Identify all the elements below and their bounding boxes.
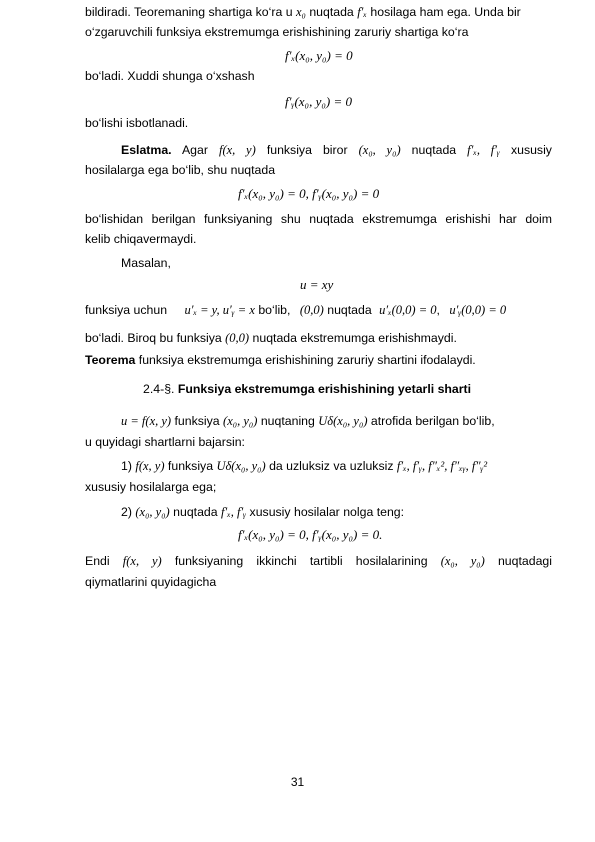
equation: f′ₓ(x₀, y₀) = 0, f′ᵧ(x₀, y₀) = 0. <box>238 527 383 542</box>
text-fragment: atrofida berilgan bo‘lib, <box>367 414 495 428</box>
equation: f′ₓ(x₀, y₀) = 0, f′ᵧ(x₀, y₀) = 0 <box>238 186 380 201</box>
math-inline: f(x, y) <box>218 143 256 157</box>
text-line: kelib chiqavermaydi. <box>85 232 197 246</box>
list-marker: 2) <box>121 505 136 519</box>
math-inline: f(x, y) <box>135 459 165 473</box>
text-line <box>121 458 552 474</box>
section-title: Funksiya ekstremumga erishishining yetarli sharti <box>177 382 472 396</box>
math-inline: u′ᵧ(0,0) = 0 <box>449 303 507 317</box>
page-number: 31 <box>290 775 305 789</box>
text-fragment: bo‘lib, <box>258 303 294 317</box>
text-line <box>85 553 552 569</box>
text-line <box>85 330 552 346</box>
math-inline: (0,0) <box>225 331 250 345</box>
math-inline: u′ₓ(0,0) = 0 <box>379 303 437 317</box>
math-inline: f′ₓ, f′ᵧ, f″ₓ², f″ₓᵧ, f″ᵧ² <box>396 459 488 473</box>
text-line <box>121 504 552 520</box>
section-heading <box>143 381 563 397</box>
math-inline: (x₀, y₀) <box>358 143 401 157</box>
text-fragment: nuqtada <box>169 505 222 519</box>
equation: u = xy <box>300 277 334 292</box>
text-fragment: nuqtadagi <box>484 554 552 568</box>
text-fragment: funksiyaning ikkinchi tartibli hosilalarining <box>161 554 441 568</box>
text-fragment: nuqtada <box>305 5 358 19</box>
text-line: o‘zgaruvchili funksiya ekstremumga erishishining zaruriy shartiga ko‘ra <box>85 25 469 39</box>
math-inline: f′ₓ, f′ᵧ <box>221 505 247 519</box>
note-label: Eslatma. <box>121 143 172 157</box>
text-fragment: nuqtada <box>327 303 376 317</box>
math-inline: u′ₓ = y, u′ᵧ = x <box>184 303 255 317</box>
math-inline: u = f(x, y) <box>121 414 172 428</box>
text-line: Masalan, <box>121 256 171 270</box>
text-fragment: nuqtada ekstremumga erishishmaydi. <box>249 331 457 345</box>
math-inline: (x₀, y₀) <box>440 554 485 568</box>
text-line: qiymatlarini quyidagicha <box>85 575 217 589</box>
text-line <box>121 413 552 429</box>
math-inline: (x₀, y₀) <box>223 414 258 428</box>
text-line <box>85 352 552 368</box>
math-inline: f(x, y) <box>122 554 162 568</box>
math-inline: (x₀, y₀) <box>135 505 170 519</box>
equation: f′ₓ(x₀, y₀) = 0 <box>285 48 353 63</box>
text-fragment: hosilaga ham ega. Unda bir <box>366 5 521 19</box>
text-fragment: funksiya <box>171 414 224 428</box>
text-fragment: da uzluksiz va uzluksiz <box>265 459 397 473</box>
math-inline: f′ₓ <box>357 5 367 19</box>
text-line: hosilalarga ega bo‘lib, shu nuqtada <box>85 163 276 177</box>
text-fragment: Endi <box>85 554 123 568</box>
text-line: funksiya uchun u′ₓ = y, u′ᵧ = x bo‘lib, (0,0) nuqtada u′ₓ(0,0) = 0, u′ᵧ(0,0) = 0 <box>85 303 507 317</box>
math-inline: (0,0) <box>299 303 324 317</box>
section-number: 2.4-§. <box>143 382 178 396</box>
text-fragment: nuqtaning <box>257 414 319 428</box>
text-line <box>85 4 552 20</box>
text-fragment: xususiy <box>499 143 552 157</box>
theorem-label: Teorema <box>85 353 136 367</box>
math-inline: Uδ(x₀, y₀) <box>318 414 368 428</box>
math-inline: f′ₓ, f′ᵧ <box>467 143 500 157</box>
text-fragment: funksiya ekstremumga erishishining zaruriy shartini ifodalaydi. <box>135 353 476 367</box>
text-fragment: funksiya biror <box>255 143 359 157</box>
text-line <box>121 142 552 158</box>
text-fragment: Agar <box>171 143 219 157</box>
text-fragment: funksiya <box>164 459 217 473</box>
math-inline: x₀ <box>296 5 306 19</box>
list-marker: 1) <box>121 459 136 473</box>
text-line: bo‘lishidan berilgan funksiyaning shu nuqtada ekstremumga erishishi har doim <box>85 212 552 226</box>
equation: f′ᵧ(x₀, y₀) = 0 <box>285 94 352 109</box>
text-fragment: funksiya uchun <box>85 303 171 317</box>
text-fragment: nuqtada <box>400 143 468 157</box>
text-fragment: bildiradi. Teoremaning shartiga ko‘ra u <box>85 5 296 19</box>
text-line: bo‘ladi. Xuddi shunga o‘xshash <box>85 69 255 83</box>
text-line: xususiy hosilalarga ega; <box>85 480 217 494</box>
text-line: u quyidagi shartlarni bajarsin: <box>85 435 245 449</box>
text-fragment: bo‘ladi. Biroq bu funksiya <box>85 331 226 345</box>
text-fragment: xususiy hosilalar nolga teng: <box>246 505 405 519</box>
math-inline: Uδ(x₀, y₀) <box>216 459 266 473</box>
text-line: bo‘lishi isbotlanadi. <box>85 116 189 130</box>
